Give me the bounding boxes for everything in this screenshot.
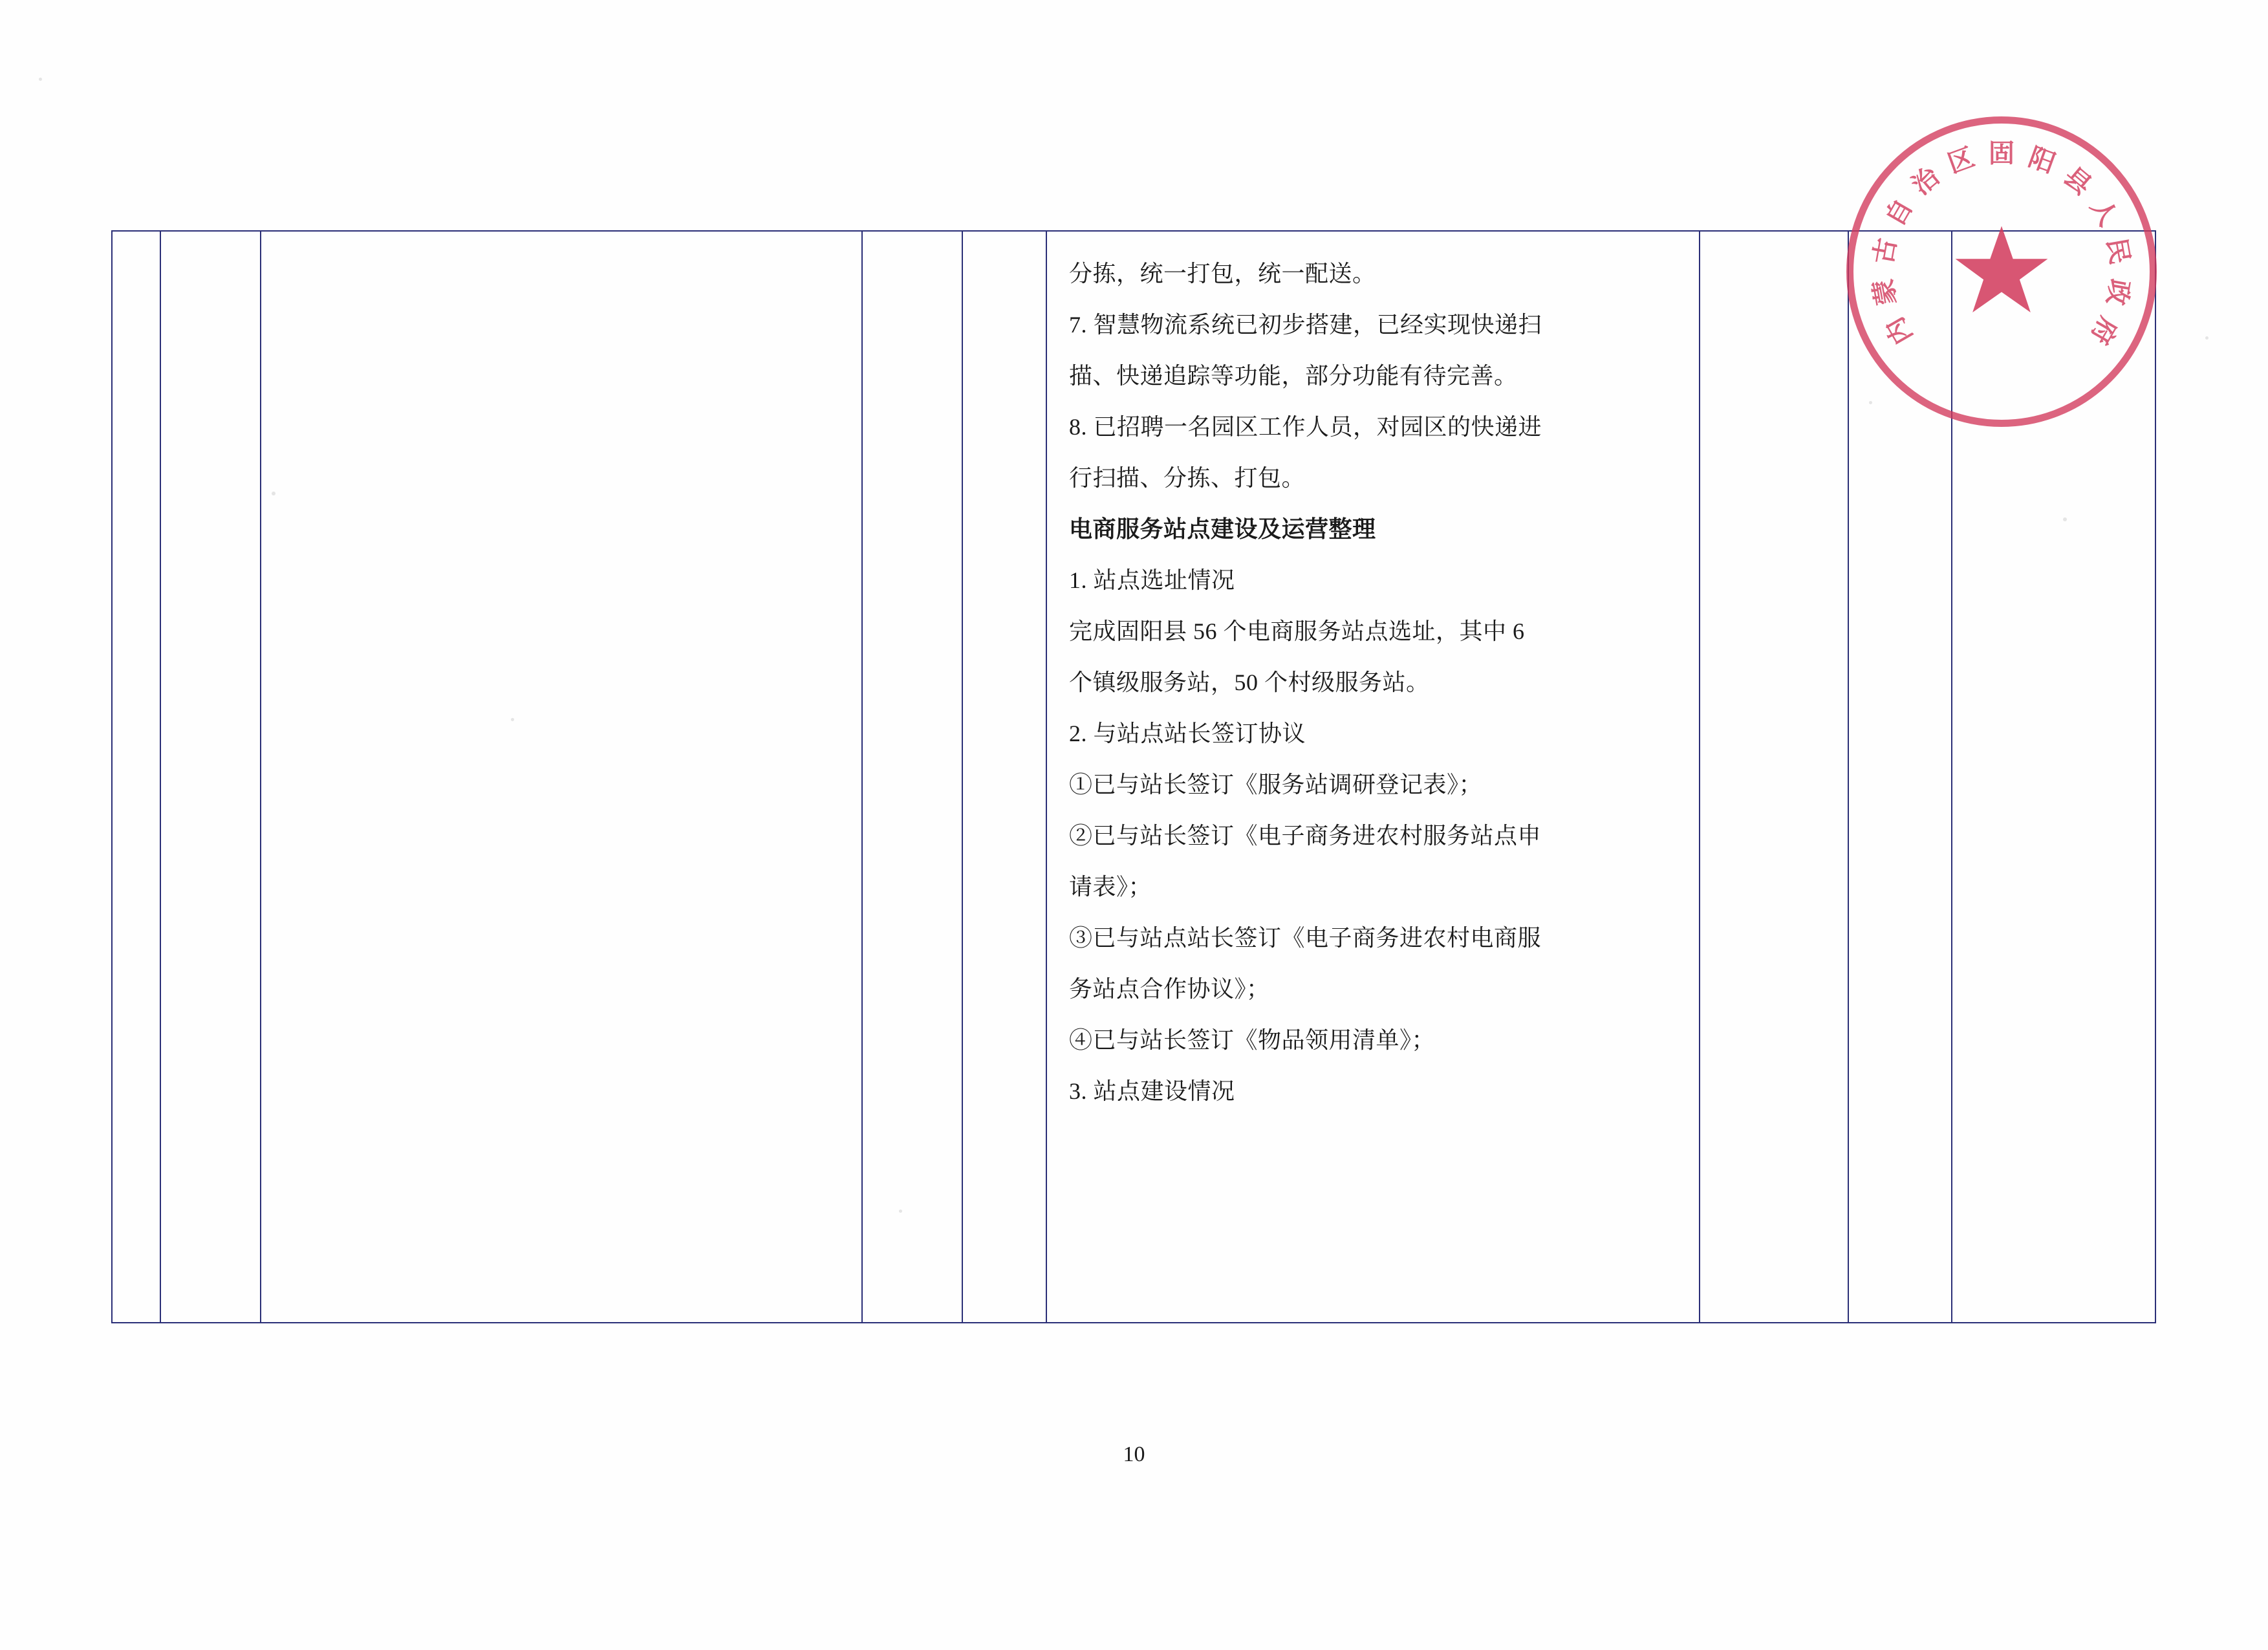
paragraph: 行扫描、分拣、打包。 (1069, 465, 1306, 491)
seal-character: 蒙 (1868, 277, 1902, 308)
cell-col9 (1952, 231, 2155, 1323)
seal-character: 阳 (2025, 142, 2060, 179)
paragraph: 个镇级服务站，50 个村级服务站。 (1069, 669, 1430, 695)
scan-speck (2205, 336, 2209, 340)
seal-character: 民 (2101, 235, 2135, 266)
seal-character: 政 (2101, 277, 2135, 308)
seal-character: 治 (1906, 161, 1945, 201)
cell-col3 (261, 231, 862, 1323)
seal-character: 人 (2084, 193, 2123, 232)
seal-character: 古 (1868, 235, 1902, 266)
content-table (111, 230, 2156, 1323)
seal-character: 固 (1989, 138, 2014, 168)
table-row (112, 231, 2155, 1323)
paragraph: 3. 站点建设情况 (1069, 1078, 1235, 1104)
paragraph: 1. 站点选址情况 (1069, 567, 1235, 593)
paragraph: 8. 已招聘一名园区工作人员，对园区的快递进 (1069, 414, 1542, 440)
seal-character: 县 (2058, 161, 2097, 201)
paragraph: ①已与站长签订《服务站调研登记表》； (1069, 772, 1483, 798)
paragraph: 请表》； (1069, 874, 1152, 900)
seal-character: 区 (1943, 142, 1978, 179)
cell-col5 (962, 231, 1046, 1323)
cell-col4 (862, 231, 962, 1323)
page-number: 10 (1123, 1442, 1145, 1466)
cell-col2 (160, 231, 261, 1323)
cell-col7 (1700, 231, 1848, 1323)
paragraph: 描、快递追踪等功能，部分功能有待完善。 (1069, 363, 1518, 389)
seal-character: 内 (1880, 312, 1919, 350)
paragraph: ③已与站点站长签订《电子商务进农村电商服 (1069, 925, 1542, 951)
cell-col1 (112, 231, 160, 1323)
seal-character: 自 (1880, 193, 1919, 232)
paragraph: 完成固阳县 56 个电商服务站点选址，其中 6 (1069, 618, 1525, 644)
paragraph: 7. 智慧物流系统已初步搭建，已经实现快递扫 (1069, 312, 1542, 338)
cell-content-main (1046, 231, 1700, 1323)
main-text-block (1047, 232, 1699, 1130)
paragraph: ②已与站长签订《电子商务进农村服务站点申 (1069, 823, 1542, 849)
paragraph: ④已与站长签订《物品领用清单》； (1069, 1027, 1436, 1053)
seal-character: 府 (2084, 312, 2123, 350)
scan-speck (39, 78, 42, 81)
paragraph-heading: 电商服务站点建设及运营整理 (1069, 516, 1376, 542)
paragraph: 2. 与站点站长签订协议 (1069, 721, 1306, 746)
paragraph: 务站点合作协议》； (1069, 976, 1270, 1002)
cell-col8 (1848, 231, 1952, 1323)
paragraph: 分拣，统一打包，统一配送。 (1069, 261, 1376, 287)
